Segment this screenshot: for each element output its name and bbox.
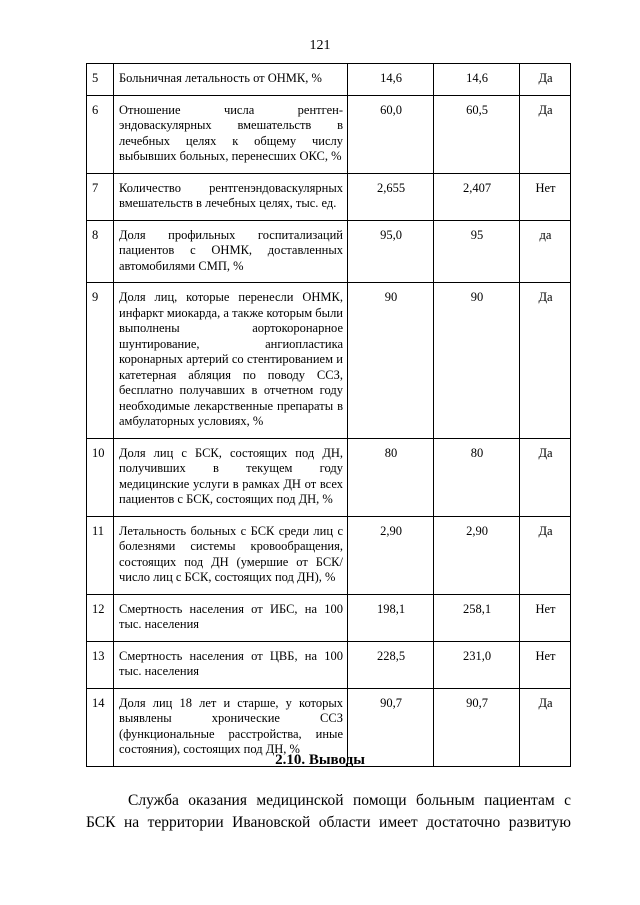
indicator-description: Отношение числа рентген-эндоваскулярных вмешательств в лечебных целях к общему числу выбывших больных, перенесших ОКС, % (114, 95, 348, 173)
indicator-description: Доля лиц 18 лет и старше, у которых выявлены хронические ССЗ (функциональные расстройства, иные состояния), состоящих под ДН, % (114, 688, 348, 766)
table-row (87, 173, 571, 220)
row-number: 13 (87, 641, 114, 688)
table-row (87, 95, 571, 173)
planned-value: 2,90 (348, 516, 434, 594)
achieved-status: Да (520, 95, 571, 173)
achieved-status: да (520, 220, 571, 283)
row-number: 10 (87, 438, 114, 516)
achieved-status: Нет (520, 641, 571, 688)
actual-value: 95 (434, 220, 520, 283)
planned-value: 198,1 (348, 594, 434, 641)
section-paragraph: Служба оказания медицинской помощи больным пациентам с БСК на территории Ивановской области имеет достаточно развитую (86, 792, 571, 831)
row-number: 5 (87, 64, 114, 96)
row-number: 12 (87, 594, 114, 641)
indicator-description: Смертность населения от ИБС, на 100 тыс. населения (114, 594, 348, 641)
table-row (87, 641, 571, 688)
row-number: 9 (87, 283, 114, 439)
actual-value: 60,5 (434, 95, 520, 173)
row-number: 6 (87, 95, 114, 173)
table-body (87, 64, 571, 767)
achieved-status: Да (520, 516, 571, 594)
table-row (87, 283, 571, 439)
row-number: 14 (87, 688, 114, 766)
planned-value: 95,0 (348, 220, 434, 283)
actual-value: 231,0 (434, 641, 520, 688)
actual-value: 2,407 (434, 173, 520, 220)
row-number: 7 (87, 173, 114, 220)
indicators-table (86, 63, 571, 767)
achieved-status: Да (520, 64, 571, 96)
section-heading: 2.10. Выводы (275, 752, 365, 768)
actual-value: 14,6 (434, 64, 520, 96)
actual-value: 80 (434, 438, 520, 516)
indicator-description: Доля лиц, которые перенесли ОНМК, инфаркт миокарда, а также которым были выполнены аортокоронарное шунтирование, ангиопластика коронарных артерий со стентированием и катетерная абляция по поводу ССЗ, бесплатно получавших в отчетном году необходимые лекарственные препараты в амбулаторных условиях, % (114, 283, 348, 439)
indicator-description: Доля лиц с БСК, состоящих под ДН, получивших в текущем году медицинские услуги в рамках ДН от всех пациентов с БСК, состоящих под ДН, % (114, 438, 348, 516)
row-number: 11 (87, 516, 114, 594)
indicator-description: Летальность больных с БСК среди лиц с болезнями системы кровообращения, состоящих под ДН (умершие от БСК/число лиц с БСК, состоящих под ДН), % (114, 516, 348, 594)
planned-value: 2,655 (348, 173, 434, 220)
table-row (87, 438, 571, 516)
achieved-status: Нет (520, 594, 571, 641)
planned-value: 228,5 (348, 641, 434, 688)
table-row (87, 64, 571, 96)
achieved-status: Да (520, 438, 571, 516)
table-row (87, 220, 571, 283)
achieved-status: Да (520, 688, 571, 766)
planned-value: 80 (348, 438, 434, 516)
indicator-description: Больничная летальность от ОНМК, % (114, 64, 348, 96)
page-number: 121 (309, 38, 331, 53)
indicator-description: Доля профильных госпитализаций пациентов с ОНМК, доставленных автомобилями СМП, % (114, 220, 348, 283)
planned-value: 90,7 (348, 688, 434, 766)
planned-value: 60,0 (348, 95, 434, 173)
actual-value: 90,7 (434, 688, 520, 766)
indicator-description: Смертность населения от ЦВБ, на 100 тыс. населения (114, 641, 348, 688)
table-row (87, 516, 571, 594)
planned-value: 14,6 (348, 64, 434, 96)
planned-value: 90 (348, 283, 434, 439)
actual-value: 90 (434, 283, 520, 439)
table-row (87, 594, 571, 641)
achieved-status: Нет (520, 173, 571, 220)
indicator-description: Количество рентгенэндоваскулярных вмешательств в лечебных целях, тыс. ед. (114, 173, 348, 220)
actual-value: 258,1 (434, 594, 520, 641)
row-number: 8 (87, 220, 114, 283)
actual-value: 2,90 (434, 516, 520, 594)
achieved-status: Да (520, 283, 571, 439)
